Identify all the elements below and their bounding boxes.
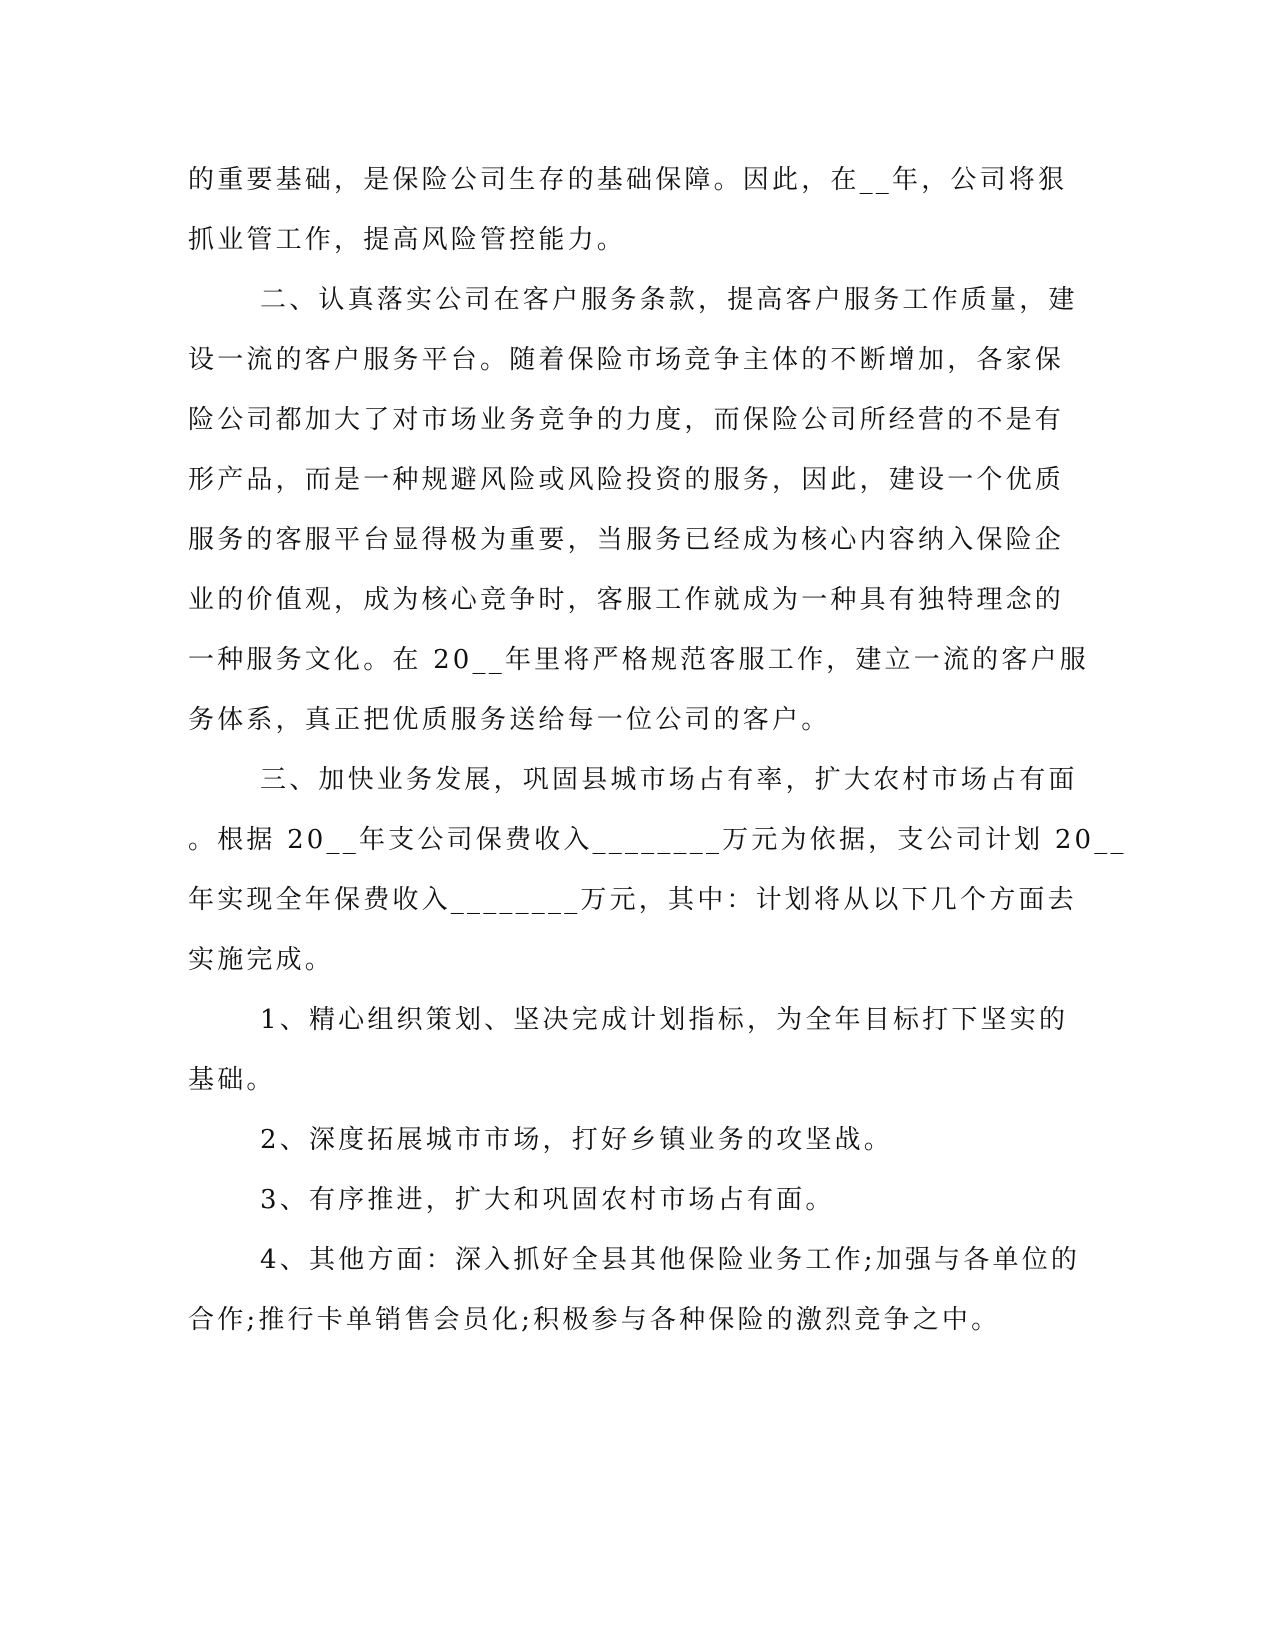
text-line: 年实现全年保费收入________万元，其中：计划将从以下几个方面去	[188, 885, 1077, 915]
text-line: 抓业管工作，提高风险管控能力。	[188, 225, 627, 255]
text-line: 一种服务文化。在 20__年里将严格规范客服工作，建立一流的客户服	[188, 645, 1089, 675]
text-line: 形产品，而是一种规避风险或风险投资的服务，因此，建设一个优质	[188, 465, 1065, 495]
text-line: 服务的客服平台显得极为重要，当服务已经成为核心内容纳入保险企	[188, 525, 1065, 555]
text-line: 二、认真落实公司在客户服务条款，提高客户服务工作质量，建	[260, 285, 1078, 315]
document-body	[188, 150, 1127, 1350]
text-line: 基础。	[188, 1065, 276, 1095]
text-line: 业的价值观，成为核心竞争时，客服工作就成为一种具有独特理念的	[188, 585, 1065, 615]
text-line: 三、加快业务发展，巩固县城市场占有率，扩大农村市场占有面	[260, 765, 1078, 795]
text-line: 实施完成。	[188, 945, 335, 975]
text-line: 。根据 20__年支公司保费收入________万元为依据，支公司计划 20__	[188, 825, 1127, 855]
text-line: 2、深度拓展城市市场，打好乡镇业务的攻坚战。	[260, 1125, 893, 1155]
text-line: 的重要基础，是保险公司生存的基础保障。因此，在__年，公司将狠	[188, 165, 1068, 195]
text-line: 合作;推行卡单销售会员化;积极参与各种保险的激烈竞争之中。	[188, 1305, 1001, 1335]
text-line: 险公司都加大了对市场业务竞争的力度，而保险公司所经营的不是有	[188, 405, 1065, 435]
text-line: 设一流的客户服务平台。随着保险市场竞争主体的不断增加，各家保	[188, 345, 1065, 375]
text-line: 3、有序推进，扩大和巩固农村市场占有面。	[260, 1185, 835, 1215]
text-line: 4、其他方面：深入抓好全县其他保险业务工作;加强与各单位的	[260, 1245, 1081, 1275]
text-line: 务体系，真正把优质服务送给每一位公司的客户。	[188, 705, 831, 735]
text-line: 1、精心组织策划、坚决完成计划指标，为全年目标打下坚实的	[260, 1005, 1069, 1035]
